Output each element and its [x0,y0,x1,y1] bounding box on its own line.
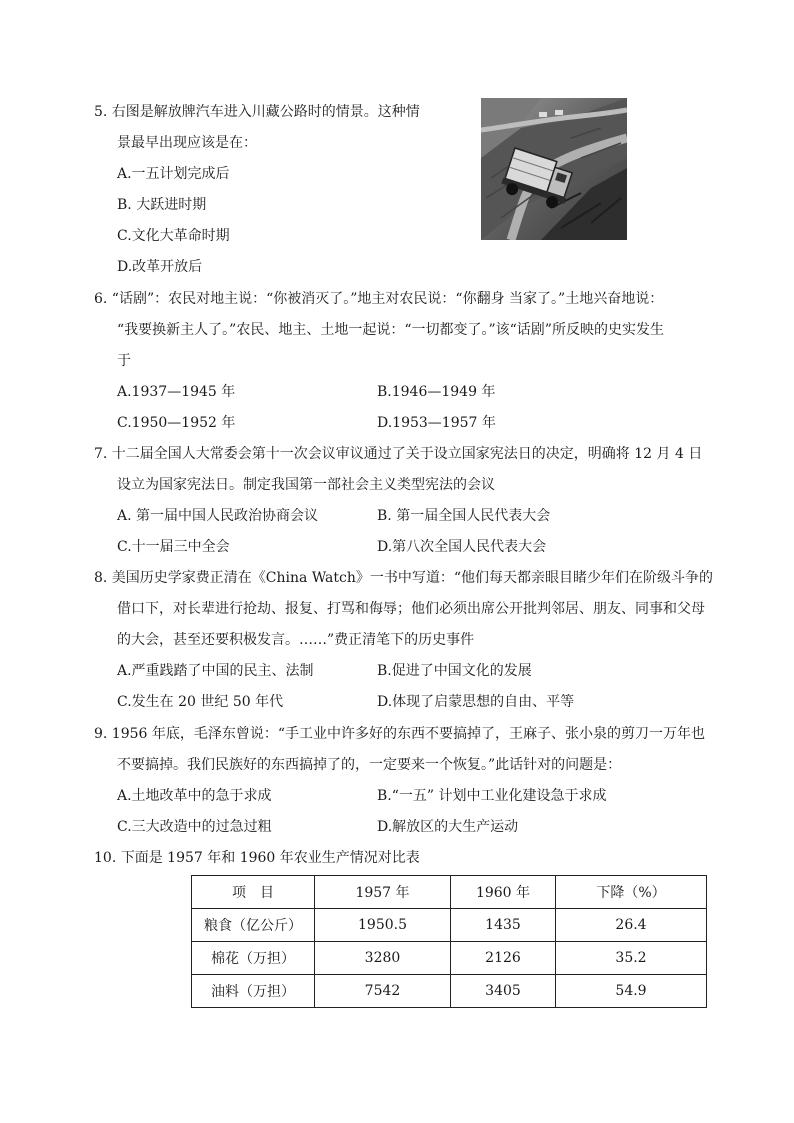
option-d[interactable]: D.改革开放后 [117,259,203,275]
option-c[interactable]: C.发生在 20 世纪 50 年代 [117,694,284,710]
table-cell: 35.2 [556,942,707,975]
table-cell: 1435 [451,909,556,942]
table-cell: 棉花（万担） [192,942,315,975]
option-d[interactable]: D.体现了启蒙思想的自由、平等 [377,694,575,710]
option-d[interactable]: D.第八次全国人民代表大会 [377,539,547,555]
option-b[interactable]: B. 第一届全国人民代表大会 [377,508,551,524]
table-cell: 3280 [315,942,451,975]
option-a[interactable]: A.1937—1945 年 [117,384,236,400]
option-b[interactable]: B.1946—1949 年 [377,384,496,400]
table-header-row [192,876,707,909]
question-stem: 7. 十二届全国人大常委会第十一次会议审议通过了关于设立国家宪法日的决定，明确将 12 月 4 日 [94,446,703,462]
option-c[interactable]: C.三大改造中的过急过粗 [117,819,272,835]
column-header: 项 目 [192,876,315,909]
option-b[interactable]: B.促进了中国文化的发展 [377,663,532,679]
table-row [192,942,707,975]
table-cell: 粮食（亿公斤） [192,909,315,942]
option-c[interactable]: C.1950—1952 年 [117,415,236,431]
question-stem: 设立为国家宪法日。制定我国第一部社会主义类型宪法的会议 [117,477,495,493]
question-stem: 于 [117,353,131,369]
table-cell: 2126 [451,942,556,975]
column-header: 下降（%） [556,876,707,909]
question-stem: 景最早出现应该是在： [117,135,257,151]
option-c[interactable]: C.十一届三中全会 [117,539,230,555]
question-stem: 不要搞掉。我们民族好的东西搞掉了的，一定要来一个恢复。”此话针对的问题是： [117,757,622,773]
table-row [192,909,707,942]
option-b[interactable]: B.“一五” 计划中工业化建设急于求成 [377,788,607,804]
column-header: 1957 年 [315,876,451,909]
option-a[interactable]: A.严重践踏了中国的民主、法制 [117,663,314,679]
question-stem: 6. “话剧”：农民对地主说：“你被消灭了。”地主对农民说：“你翻身 当家了。”土地兴奋地说： [94,291,664,307]
option-a[interactable]: A.一五计划完成后 [117,166,230,182]
table-cell: 54.9 [556,975,707,1008]
agriculture-comparison-table [191,875,707,1008]
table-row [192,975,707,1008]
question-stem: 8. 美国历史学家费正清在《China Watch》一书中写道：“他们每天都亲眼目睹少年们在阶级斗争的 [94,570,713,586]
table-cell: 油料（万担） [192,975,315,1008]
question-stem: “我要换新主人了。”农民、地主、土地一起说：“一切都变了。”该“话剧”所反映的史实发生 [117,322,664,338]
question-stem: 借口下，对长辈进行抢劫、报复、打骂和侮辱；他们必须出席公开批判邻居、朋友、同事和父母 [117,601,705,617]
table-cell: 3405 [451,975,556,1008]
question-stem: 5. 右图是解放牌汽车进入川藏公路时的情景。这种情 [94,104,420,120]
truck-photo [481,98,627,240]
table-cell: 7542 [315,975,451,1008]
option-a[interactable]: A. 第一届中国人民政治协商会议 [117,508,319,524]
option-a[interactable]: A.土地改革中的急于求成 [117,788,272,804]
question-stem: 9. 1956 年底，毛泽东曾说：“手工业中许多好的东西不要搞掉了，王麻子、张小泉的剪刀一万年也 [94,726,706,742]
question-stem: 的大会，甚至还要积极发言。……”费正清笔下的历史事件 [117,632,475,648]
column-header: 1960 年 [451,876,556,909]
option-c[interactable]: C.文化大革命时期 [117,228,230,244]
table-cell: 1950.5 [315,909,451,942]
question-stem: 10. 下面是 1957 年和 1960 年农业生产情况对比表 [94,850,420,866]
option-d[interactable]: D.解放区的大生产运动 [377,819,519,835]
option-d[interactable]: D.1953—1957 年 [377,415,496,431]
option-b[interactable]: B. 大跃进时期 [117,197,207,213]
table-cell: 26.4 [556,909,707,942]
